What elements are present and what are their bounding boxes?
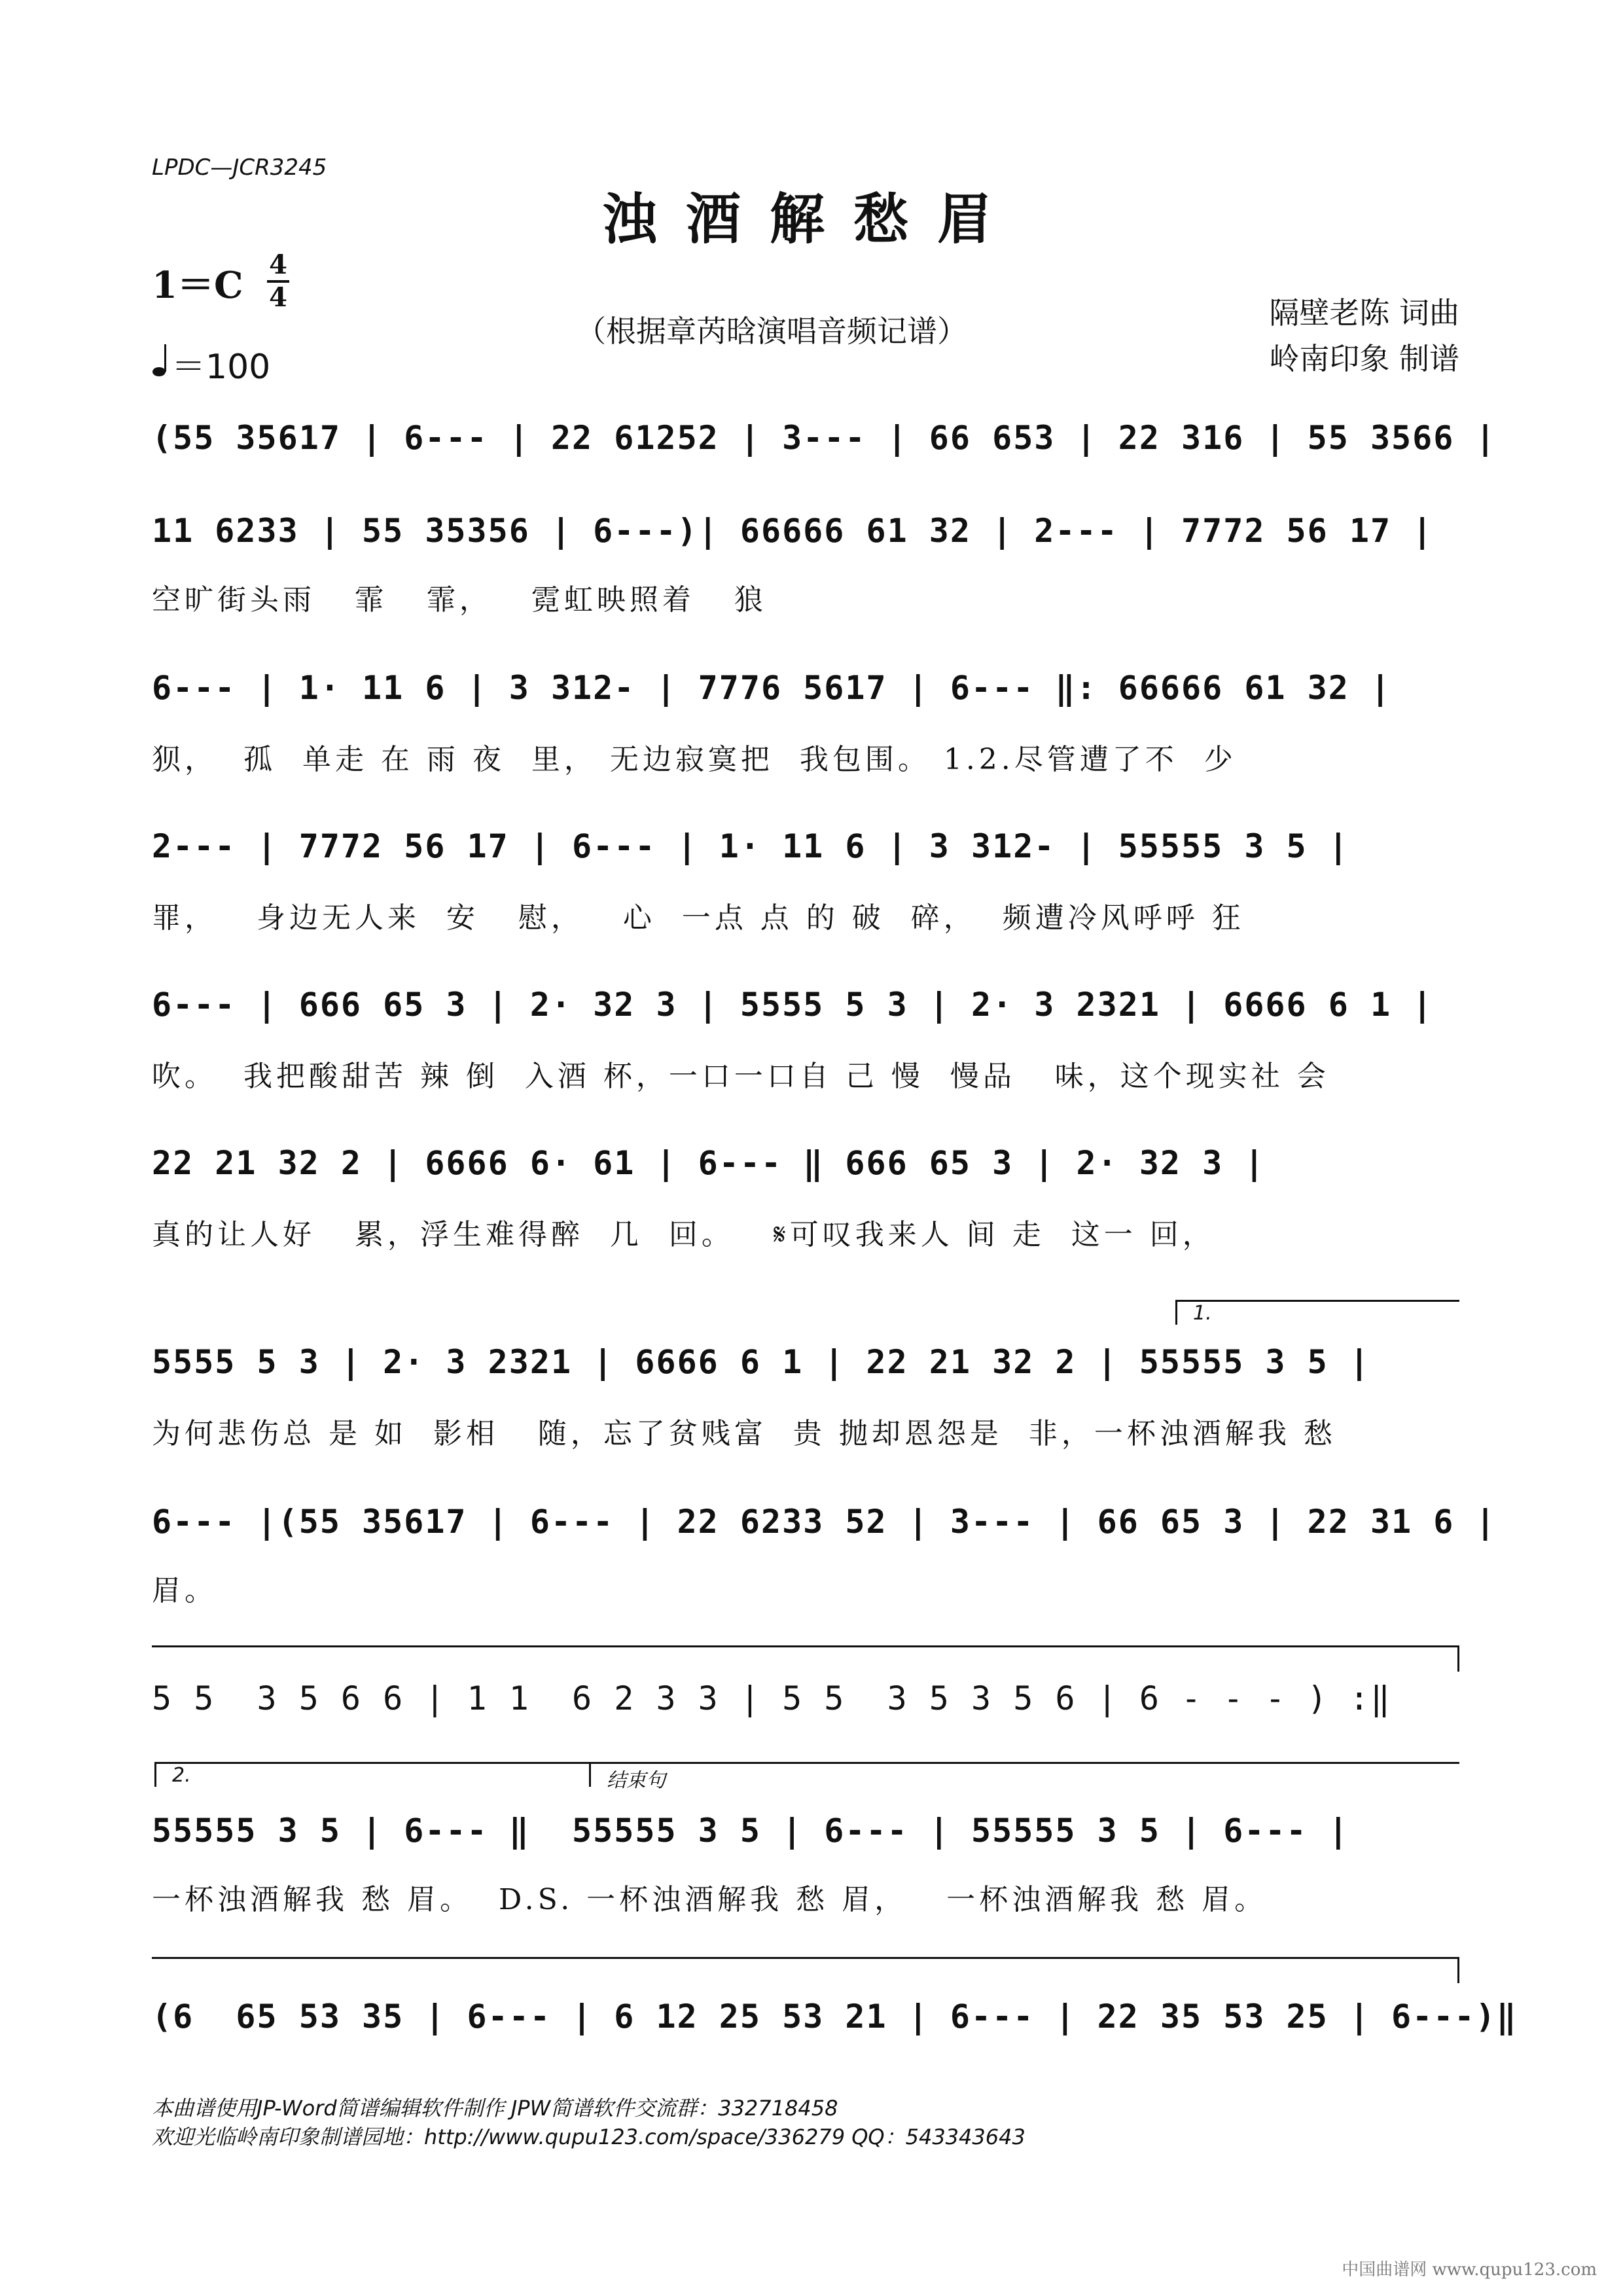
time-signature — [267, 250, 289, 313]
score-row-9-notes: 5 5 3 5 6 6 | 1 1 6 2 3 3 | 5 5 3 5 3 5 6 | 6 - - - ) :‖ — [152, 1679, 1392, 1717]
tempo-value: ＝100 — [171, 348, 271, 387]
tempo-marking — [152, 339, 270, 388]
score-row-3-lyric: 狈， 孤 单走 在 雨 夜 里， 无边寂寞把 我包围。 1.2.尽管遭了不 少 — [152, 743, 1237, 776]
score-row-10-lyric: 一杯浊酒解我 愁 眉。 D.S. 一杯浊酒解我 愁 眉， 一杯浊酒解我 愁 眉。 — [152, 1883, 1268, 1916]
song-title: 浊酒解愁眉 — [601, 187, 1021, 251]
repeat-span-rule — [152, 1645, 1459, 1647]
score-row-8-lyric: 眉。 — [152, 1574, 217, 1607]
score-row-2-notes: 11 6233 | 55 35356 | 6---)| 66666 61 32 | 2--- | 7772 56 17 | — [152, 512, 1434, 550]
score-row-1-notes: (55 35617 | 6--- | 22 61252 | 3--- | 66 653 | 22 316 | 55 3566 | — [152, 419, 1497, 457]
repeat-span-end-tick — [1457, 1645, 1459, 1672]
score-row-10-notes: 55555 3 5 | 6--- ‖ 55555 3 5 | 6--- | 55555 3 5 | 6--- | — [152, 1812, 1349, 1850]
score-row-8-notes: 6--- |(55 35617 | 6--- | 22 6233 52 | 3--- | 66 65 3 | 22 31 6 | — [152, 1503, 1497, 1541]
footer-line-2: 欢迎光临岭南印象制谱园地：http://www.qupu123.com/space/336279 QQ：543343643 — [152, 2125, 1026, 2149]
watermark-logo: 中国曲谱网 www.qupu123.com — [1342, 2260, 1597, 2280]
quarter-note-icon — [152, 342, 171, 387]
composer-credit: 隔壁老陈 词曲 — [1269, 295, 1459, 331]
score-row-2-lyric: 空旷街头雨 霏 霏， 霓虹映照着 狼 — [152, 583, 767, 617]
score-row-11-notes: (6 65 53 35 | 6--- | 6 12 25 53 21 | 6--- | 22 35 53 25 | 6---)‖ — [152, 1998, 1518, 2036]
score-row-5-notes: 6--- | 666 65 3 | 2· 32 3 | 5555 5 3 | 2· 3 2321 | 6666 6 1 | — [152, 986, 1434, 1024]
footer-line-1: 本曲谱使用JP-Word简谱编辑软件制作 JPW简谱软件交流群：332718458 — [152, 2096, 838, 2121]
first-ending-bracket: 1. — [1175, 1300, 1459, 1325]
score-row-4-notes: 2--- | 7772 56 17 | 6--- | 1· 11 6 | 3 312- | 55555 3 5 | — [152, 827, 1349, 865]
score-row-7-lyric: 为何悲伤总 是 如 影相 随，忘了贫贱富 贵 抛却恩怨是 非，一杯浊酒解我 愁 — [152, 1417, 1336, 1450]
ending-phrase-bracket: 结束句 — [589, 1762, 1459, 1787]
coda-span-rule — [152, 1957, 1459, 1959]
subtitle: （根据章芮晗演唱音频记谱） — [576, 314, 967, 349]
score-row-4-lyric: 罪， 身边无人来 安 慰， 心 一点 点 的 破 碎， 频遭冷风呼呼 狂 — [152, 901, 1245, 935]
key-signature: 1＝C — [152, 264, 243, 307]
meter-top: 4 — [269, 249, 287, 280]
second-ending-bracket: 2. — [154, 1762, 589, 1787]
score-row-6-lyric: 真的让人好 累，浮生难得醉 几 回。 𝄋可叹我来人 间 走 这一 回， — [152, 1218, 1215, 1251]
score-row-6-notes: 22 21 32 2 | 6666 6· 61 | 6--- ‖ 666 65 3 | 2· 32 3 | — [152, 1144, 1266, 1182]
score-row-5-lyric: 吹。 我把酸甜苦 辣 倒 入酒 杯，一口一口自 己 慢 慢品 味，这个现实社 会 — [152, 1060, 1330, 1093]
catalog-number: LPDC—JCR3245 — [152, 154, 327, 181]
score-row-3-notes: 6--- | 1· 11 6 | 3 312- | 7776 5617 | 6--- ‖: 66666 61 32 | — [152, 669, 1392, 707]
meter-bottom: 4 — [269, 282, 287, 313]
coda-span-end-tick — [1457, 1957, 1459, 1983]
transcriber-credit: 岭南印象 制谱 — [1269, 341, 1459, 376]
score-row-7-notes: 5555 5 3 | 2· 3 2321 | 6666 6 1 | 22 21 32 2 | 55555 3 5 | — [152, 1343, 1370, 1381]
